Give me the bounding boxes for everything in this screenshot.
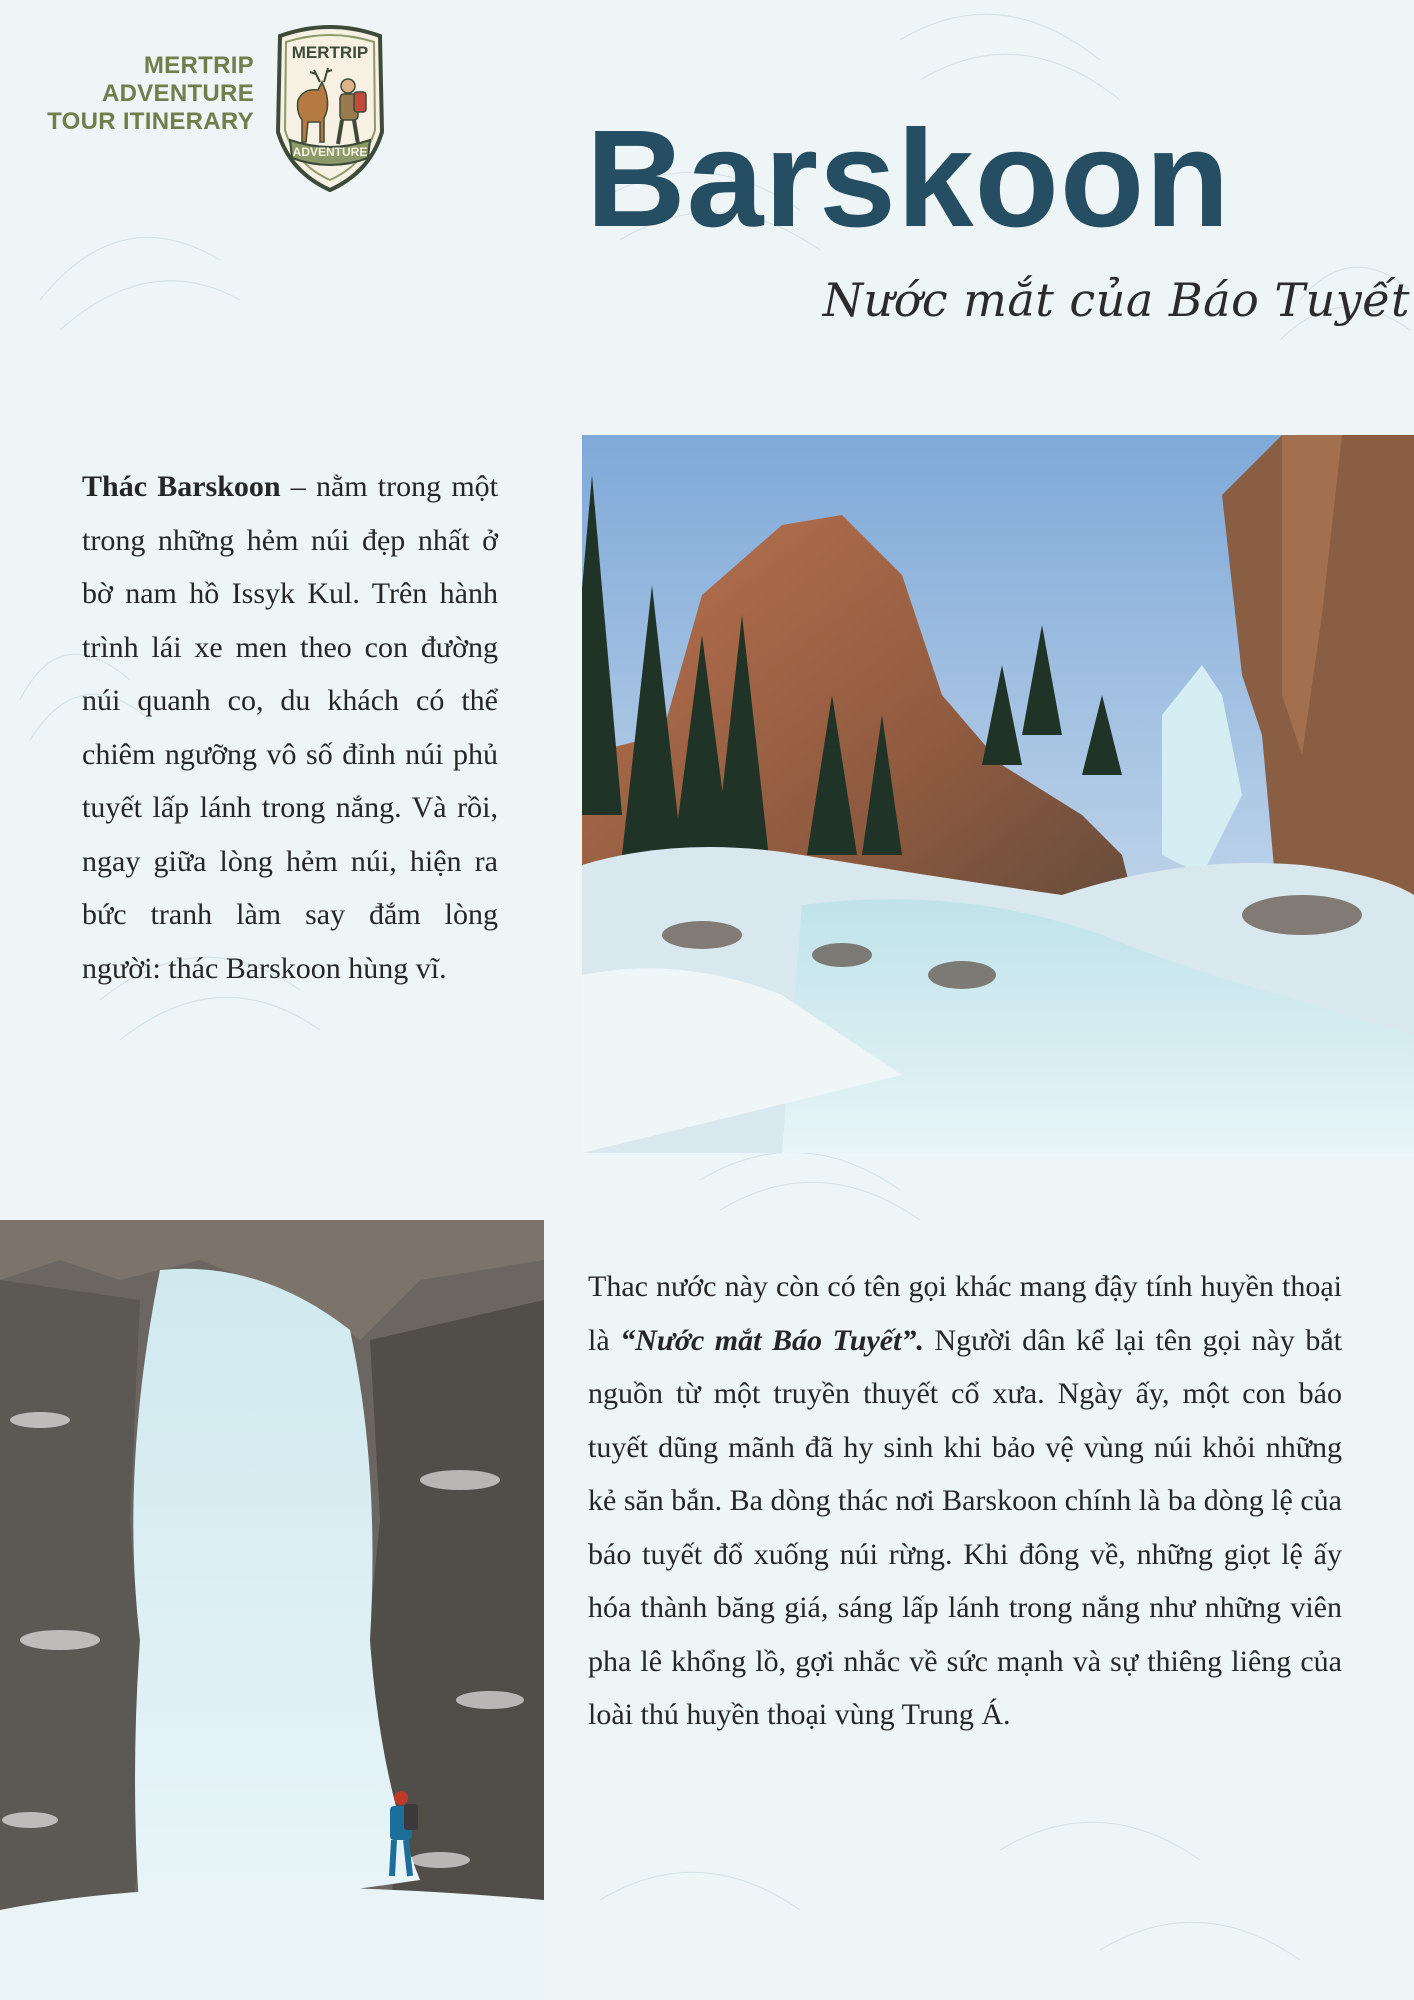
mountain-waterfall-photo bbox=[582, 435, 1414, 1153]
brand-line-3: TOUR ITINERARY bbox=[47, 108, 254, 135]
legend-emphasis: “Nước mắt Báo Tuyết”. bbox=[620, 1323, 924, 1357]
brand-line-2: ADVENTURE bbox=[101, 80, 254, 107]
intro-text: – nằm trong một trong những hẻm núi đẹp nhất ở bờ nam hồ Issyk Kul. Trên hành trình lái xe men theo con đường núi quanh co, du khách có thể chiêm ngưỡng vô số đỉnh núi phủ tuyết lấp lánh trong nắng. Và rồi, ngay giữa lòng hẻm núi, hiện ra bức tranh làm say đắm lòng người: thác Barskoon hùng vĩ. bbox=[82, 470, 498, 985]
legend-text-before: Thac nước này còn có tên gọi khác mang đậy tính huyền thoại là bbox=[588, 1270, 1342, 1357]
legend-paragraph bbox=[588, 1260, 1342, 1742]
icefall-climber-photo bbox=[0, 1220, 544, 2000]
mertrip-adventure-logo bbox=[270, 22, 390, 192]
page-title: Barskoon bbox=[586, 102, 1231, 256]
intro-lead: Thác Barskoon bbox=[82, 470, 281, 503]
intro-paragraph bbox=[82, 460, 498, 995]
logo-bottom-text: ADVENTURE bbox=[292, 145, 368, 159]
brand-wordmark bbox=[24, 52, 254, 136]
logo-top-text: MERTRIP bbox=[291, 43, 369, 62]
page-subtitle: Nước mắt của Báo Tuyết bbox=[822, 273, 1410, 327]
legend-text-after: Người dân kể lại tên gọi này bắt nguồn từ một truyền thuyết cổ xưa. Ngày ấy, một con báo tuyết dũng mãnh đã hy sinh khi bảo vệ vùng núi khỏi những kẻ săn bắn. Ba dòng thác nơi Barskoon chính là ba dòng lệ của báo tuyết đổ xuống núi rừng. Khi đông về, những giọt lệ ấy hóa thành băng giá, sáng lấp lánh trong nắng như những viên pha lê khổng lồ, gợi nhắc về sức mạnh và sự thiêng liêng của loài thú huyền thoại vùng Trung Á. bbox=[588, 1323, 1342, 1731]
brand-line-1: MERTRIP bbox=[143, 52, 254, 79]
